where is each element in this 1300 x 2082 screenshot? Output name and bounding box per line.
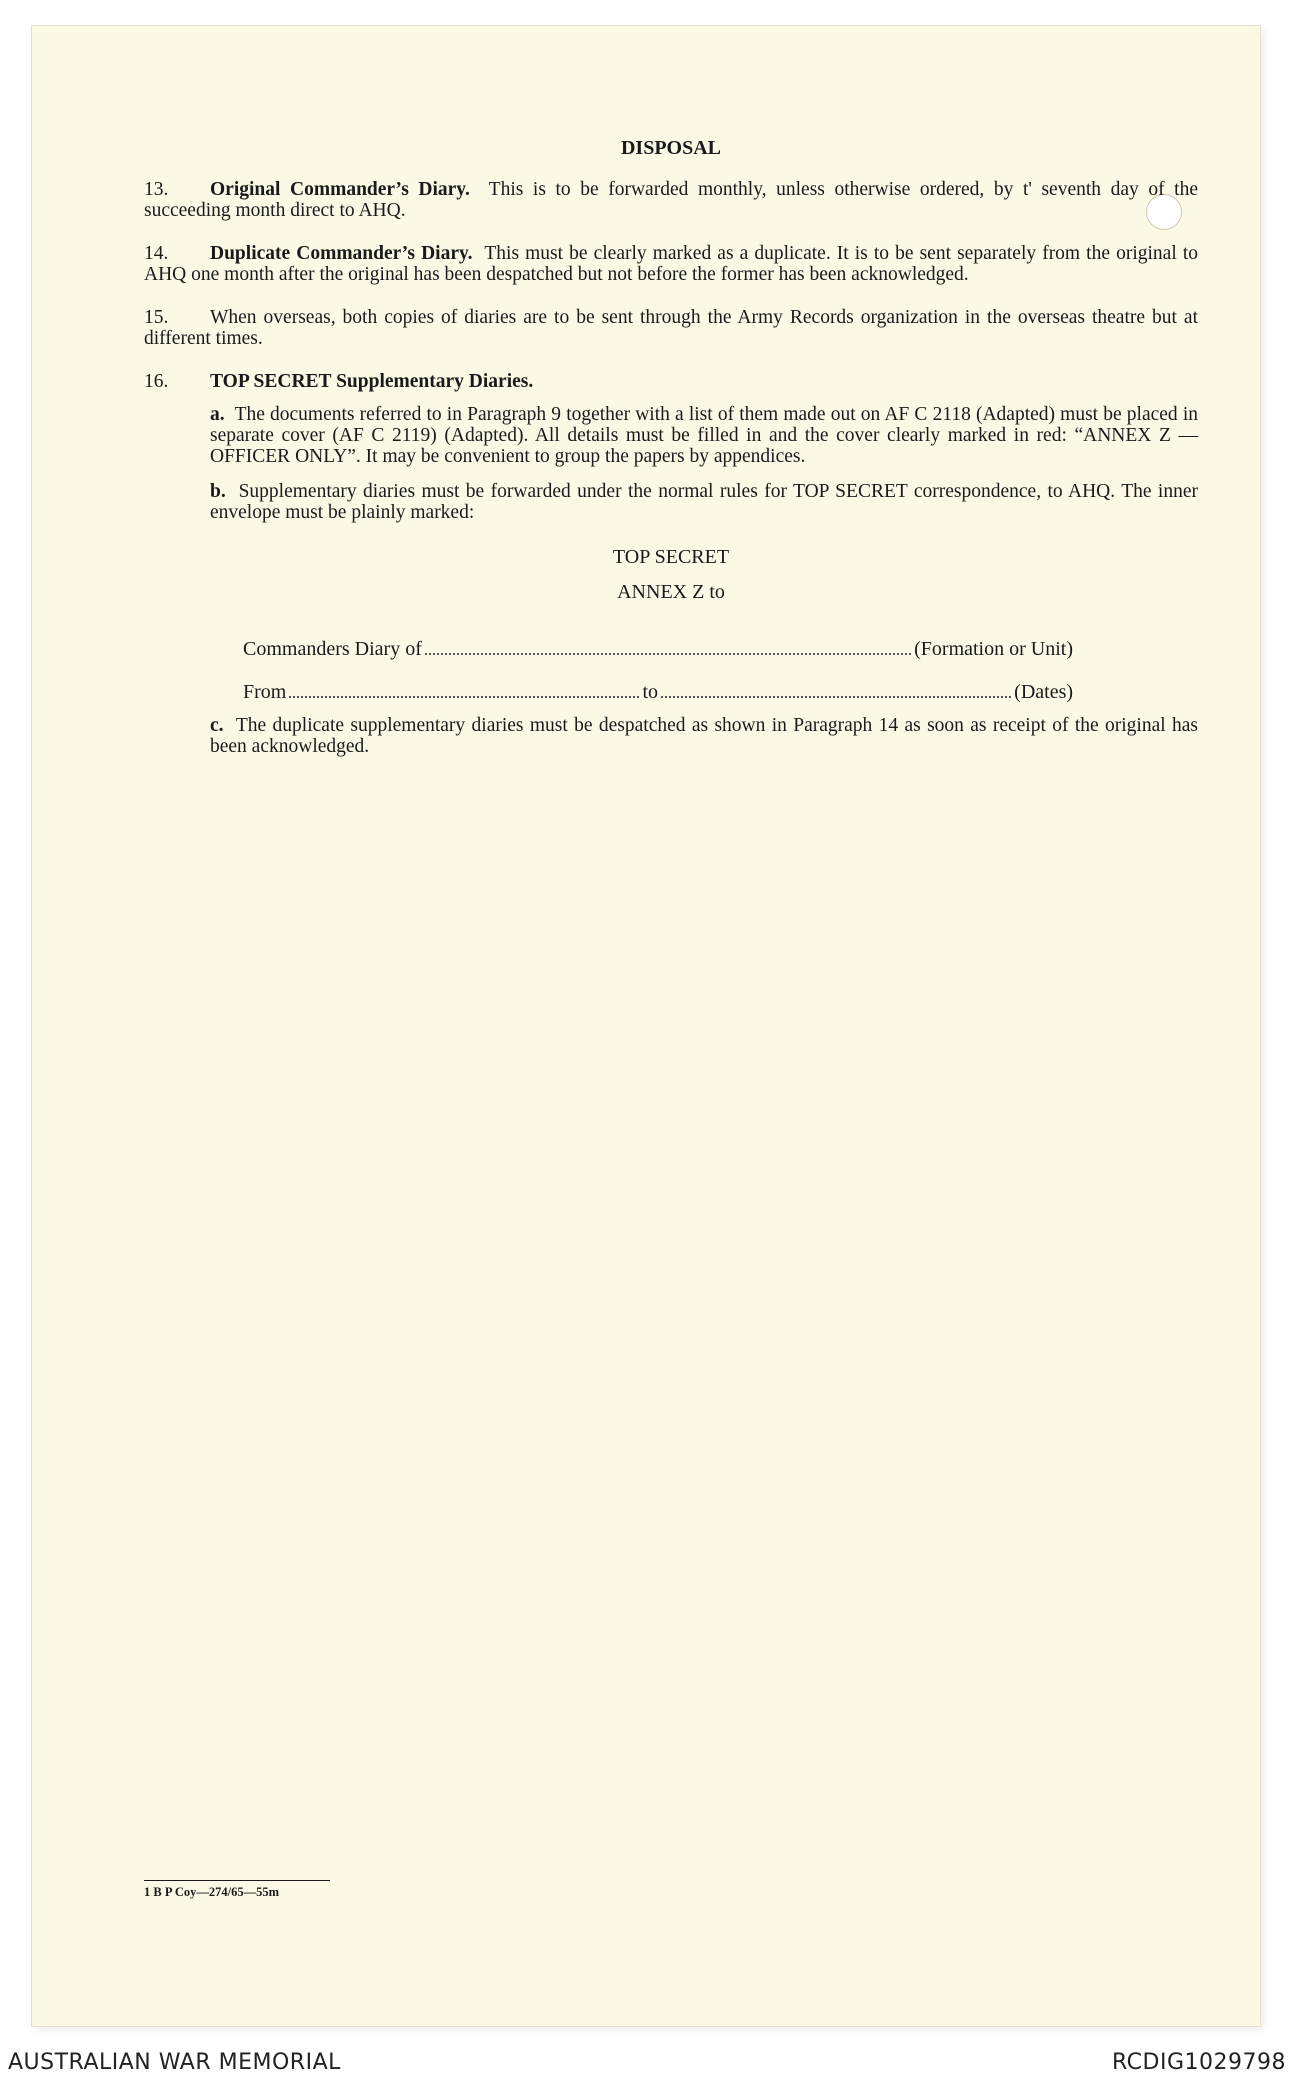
diary-of-label: Commanders Diary of — [243, 638, 422, 660]
paragraph-title: Original Commander’s Diary. — [210, 179, 470, 200]
paragraph-title: Duplicate Commander’s Diary. — [210, 243, 473, 264]
paragraph-title: TOP SECRET Supplementary Diaries. — [210, 371, 534, 392]
paragraph-text: This must be clearly marked as a duplicate. It is to be sent separately from the original to AHQ one month after the original has been despatched but not before the former has been acknowledged. — [144, 243, 1198, 285]
paragraph-number: 14. — [144, 243, 169, 264]
subparagraph-text: Supplementary diaries must be forwarded under the normal rules for TOP SECRET correspondence, to AHQ. The inner envelope must be plainly marked: — [210, 481, 1198, 523]
commanders-diary-of-line — [243, 639, 1073, 660]
fill-in-dots — [661, 682, 1011, 698]
printer-imprint: 1 B P Coy—274/65—55m — [144, 1880, 330, 1900]
to-label: to — [642, 681, 659, 703]
subparagraph-letter: c. — [210, 715, 224, 736]
marking-annex-z: ANNEX Z to — [617, 581, 725, 603]
subparagraph-letter: a. — [210, 404, 225, 425]
dates-suffix: (Dates) — [1014, 681, 1074, 703]
subparagraph-text: The duplicate supplementary diaries must be despatched as shown in Paragraph 14 as soon as receipt of the original has been acknowledged. — [210, 715, 1199, 757]
paragraph-14 — [144, 243, 1198, 285]
from-to-dates-line — [243, 682, 1073, 703]
archive-id: RCDIG1029798 — [1111, 2050, 1286, 2075]
subparagraph-a — [210, 404, 1198, 467]
paragraph-16 — [144, 371, 1198, 392]
subparagraph-letter: b. — [210, 481, 226, 502]
fill-in-dots — [425, 639, 911, 655]
section-heading: DISPOSAL — [620, 137, 722, 159]
paragraph-number: 16. — [144, 371, 169, 392]
archive-name: AUSTRALIAN WAR MEMORIAL — [8, 2050, 341, 2075]
paragraph-text: When overseas, both copies of diaries are to be sent through the Army Records organization in the overseas theatre but at different times. — [144, 307, 1198, 349]
diary-of-suffix: (Formation or Unit) — [914, 638, 1073, 660]
subparagraph-c — [210, 715, 1198, 757]
paragraph-text: This is to be forwarded monthly, unless otherwise ordered, by t' seventh day of the succeeding month direct to AHQ. — [144, 179, 1199, 221]
document-body — [144, 138, 1198, 771]
paragraph-number: 15. — [144, 307, 169, 328]
marking-top-secret: TOP SECRET — [612, 546, 730, 568]
archive-footer — [0, 2040, 1300, 2082]
paragraph-15 — [144, 307, 1198, 349]
paragraph-number: 13. — [144, 179, 169, 200]
paragraph-13 — [144, 179, 1198, 221]
from-label: From — [243, 681, 287, 703]
subparagraph-text: The documents referred to in Paragraph 9 together with a list of them made out on AF C 2118 (Adapted) must be placed in separate cover (AF C 2119) (Adapted). All details must be filled in and the cover clearly marked in red: “ANNEX Z — OFFICER ONLY”. It may be convenient to group the papers by appendices. — [210, 404, 1198, 467]
subparagraph-b — [210, 481, 1198, 523]
fill-in-dots — [289, 682, 639, 698]
document-sheet — [32, 26, 1260, 2026]
